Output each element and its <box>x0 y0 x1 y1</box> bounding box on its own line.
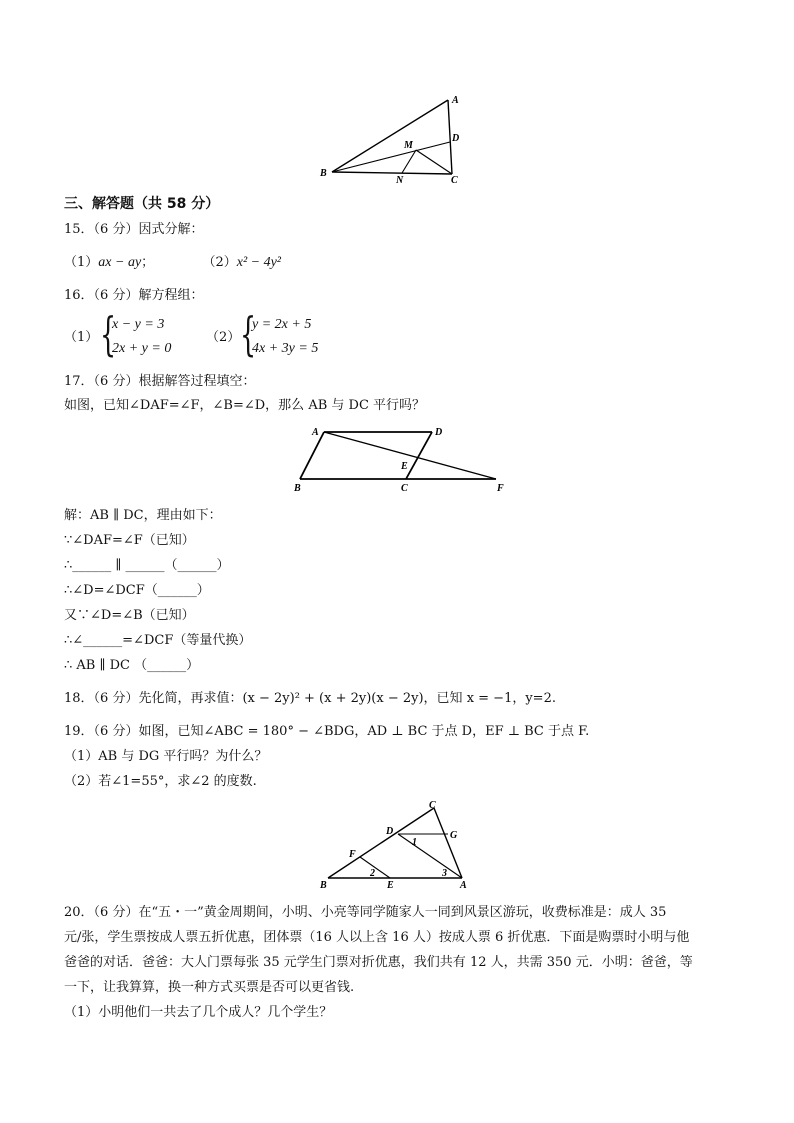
q17-sol-4: 又∵∠D=∠B（已知） <box>64 608 195 623</box>
q20-p1: （1）小明他们一共去了几个成人？几个学生？ <box>64 1005 333 1020</box>
q17-label-d: D <box>435 427 443 438</box>
section-heading: 三、解答题（共 58 分） <box>64 196 220 212</box>
q20-line4: 一下，让我算算，换一种方式买票是否可以更省钱. <box>64 980 355 995</box>
label-d: D <box>452 133 460 144</box>
q17-sol-6: ∴ AB ∥ DC （______） <box>64 658 200 673</box>
q17-sol-3: ∴∠D=∠DCF（______） <box>64 583 210 598</box>
label-c: C <box>451 175 458 186</box>
q19-angle-2: 2 <box>370 868 375 879</box>
q17-sol-1: ∵∠DAF=∠F（已知） <box>64 533 195 548</box>
label-a: A <box>452 95 459 106</box>
q16-p1-eq2: 2x + y = 0 <box>112 341 172 356</box>
q16-p1-system <box>100 307 190 361</box>
q19-label-e: E <box>387 880 394 891</box>
q16-stem: 16．（6 分）解方程组： <box>64 288 204 303</box>
q15-stem: 15．（6 分）因式分解： <box>64 222 204 237</box>
q19-label-a: A <box>460 880 467 891</box>
q16-p2-eq2: 4x + 3y = 5 <box>252 341 319 356</box>
q15-parts <box>64 254 281 272</box>
figure-q19 <box>316 798 476 892</box>
figure-q17 <box>290 422 515 494</box>
label-b: B <box>320 168 327 179</box>
q15-p1-label: （1） <box>64 255 99 270</box>
q19-label-f: F <box>349 849 356 860</box>
q19-angle-3: 3 <box>442 868 447 879</box>
q16-p2-system <box>240 307 340 361</box>
q19-p2: （2）若∠1=55°，求∠2 的度数. <box>64 774 257 789</box>
q17-label-c: C <box>401 483 408 494</box>
label-n: N <box>396 175 404 186</box>
q17-label-f: F <box>497 483 504 494</box>
figure-triangle-abc <box>318 90 468 186</box>
q15-p1-end: ； <box>141 255 155 270</box>
q15-p2-label: （2） <box>202 255 237 270</box>
q17-label-b: B <box>294 483 301 494</box>
q20-line1: 20．（6 分）在“五・一”黄金周期间，小明、小亮等同学随家人一同到风景区游玩，收费标准是：成人 35 <box>64 905 667 920</box>
q19-p1: （1）AB 与 DG 平行吗？为什么？ <box>64 749 268 764</box>
q16-p1-brace: { <box>100 307 117 361</box>
q16-p1-label: （1） <box>64 330 99 345</box>
q19-label-b: B <box>320 880 327 891</box>
q19-text: 19．（6 分）如图，已知∠ABC = 180° − ∠BDG，AD ⊥ BC 于点 D，EF ⊥ BC 于点 F. <box>64 724 590 739</box>
q19-label-c: C <box>429 800 436 811</box>
q18-text: 18．（6 分）先化简，再求值：(x − 2y)² + (x + 2y)(x − 2y)，已知 x = −1，y=2. <box>64 691 556 706</box>
label-m: M <box>404 140 413 151</box>
q17-sol-0: 解：AB ∥ DC，理由如下： <box>64 508 222 523</box>
q17-stem: 17．（6 分）根据解答过程填空： <box>64 374 256 389</box>
q16-p2-label: （2） <box>206 330 241 345</box>
q17-sol-5: ∴∠______=∠DCF（等量代换） <box>64 633 252 648</box>
q16-p2-eq1: y = 2x + 5 <box>252 317 312 332</box>
q16-p2-brace: { <box>240 307 257 361</box>
q20-line3: 爸爸的对话．爸爸：大人门票每张 35 元学生门票对折优惠，我们共有 12 人，共需 350 元．小明：爸爸，等 <box>64 955 693 970</box>
q16-p1-eq1: x − y = 3 <box>112 317 165 332</box>
q19-label-d: D <box>386 826 394 837</box>
q19-label-g: G <box>450 830 458 841</box>
q20-line2: 元/张，学生票按成人票五折优惠，团体票（16 人以上含 16 人）按成人票 6 折优惠．下面是购票时小明与他 <box>64 930 690 945</box>
q15-p1-expr: ax − ay <box>98 255 142 270</box>
q17-question: 如图，已知∠DAF=∠F，∠B=∠D，那么 AB 与 DC 平行吗？ <box>64 398 426 413</box>
q17-label-e: E <box>401 461 408 472</box>
q19-angle-1: 1 <box>412 837 417 848</box>
q15-p2-expr: x² − 4y² <box>236 255 282 270</box>
q17-label-a: A <box>312 427 319 438</box>
q17-sol-2: ∴______ ∥ ______（______） <box>64 558 230 573</box>
